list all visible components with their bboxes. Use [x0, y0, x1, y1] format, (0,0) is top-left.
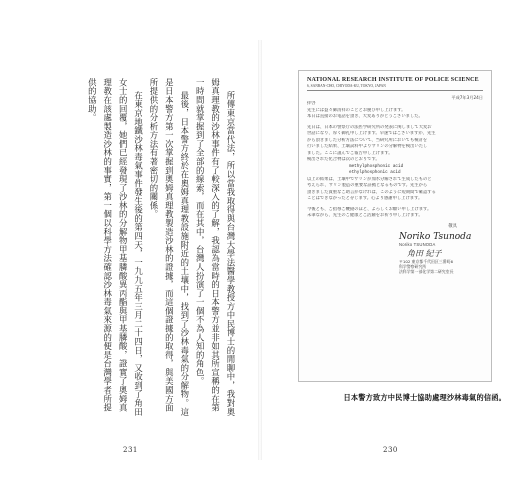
letterhead-rule — [307, 90, 483, 91]
letter-line: 今後とも、ご指導ご鞭撻のほど、よろしくお願い申し上げます。 — [307, 206, 432, 212]
sender-address-line: 科学警察研究所 — [399, 263, 427, 269]
chemical-name: ethylphosphonic acid — [349, 170, 401, 175]
letter-line: 先生には益々御清祥のこととお慶び申し上げます。 — [307, 107, 406, 113]
paragraph: 所傳東京當代法，所以當我取得與台灣大學法醫學教授方中民博士的閒聊中，我對奧姆真理教的沙林事件有了較深入的了解，我認為當時的日本警方並非如其所宣稱的在第一時間就掌握到了全部的線索，而在其中，台灣人扮演了一個不為人知的角色。 — [195, 78, 236, 416]
chemical-name: methylphosphonic acid — [349, 163, 404, 169]
vertical-body-text — [26, 78, 238, 418]
signature-name: Noriko TSUNODA — [399, 241, 436, 247]
handwritten-signature-jp: 角田 紀子 — [407, 248, 442, 258]
paragraph: 最後，日本警方終於在奧姆真理教設施附近的土壤中，找到了沙林毒氣的分解物。這是日本警方第一次掌握到奧姆真理教製造沙林的證據，而這個證據的取得，與美國方面所提供的分析方法有著密切的關係。 — [148, 78, 190, 416]
page-number-left: 231 — [123, 446, 138, 454]
letter-closing: 敬具 — [448, 223, 457, 229]
letter-line: 頂きました貴重なご助言がなければ、このように短期間で確認する — [307, 189, 436, 195]
letter-line: 世話になり、厚く御礼申し上げます。早速ではございますが、先生 — [307, 131, 436, 136]
sender-address-line: 〒102 東京都千代田区三番町6 — [399, 258, 453, 264]
letter-date: 平成7年3月24日 — [451, 95, 483, 100]
letter-line: 以上の結果は、土壌中でサリンが加水分解されて生成したものと — [307, 176, 432, 182]
page-number-right: 230 — [383, 446, 398, 454]
letter-line: 行いました結果、土壌試料中よりサリンの分解物を検出いたし — [307, 144, 428, 149]
letter-line: 考えられ、サリン製造の重要な証拠となるものです。先生から — [307, 183, 428, 188]
figure-caption: 日本警方致方中民博士協助處理沙林毒氣的信函。 — [343, 393, 506, 402]
sender-address-line: 法科学第一部化学第二研究室長 — [399, 269, 454, 275]
letter-line: ました。ここに謹んでご報告申し上げます。 — [307, 150, 393, 156]
letter-line: ことはできなかったと存じます。心より感謝申し上げます。 — [307, 196, 423, 201]
letter-image — [298, 70, 492, 382]
letter-salutation: 拝啓 — [307, 101, 316, 106]
letter-line: 本日は直接のお電話を頂き、大変ありがとうございました。 — [307, 114, 423, 119]
letterhead-org: NATIONAL RESEARCH INSTITUTE OF POLICE SCIENCE — [307, 77, 479, 83]
letter-line: 検出された化合物は次のとおりです。 — [307, 157, 380, 162]
letter-line: 末筆ながら、先生のご健康とご活躍をお祈り申し上げます。 — [307, 213, 423, 218]
letterhead-address: 6, SANBAN-CHO, CHIYODA-KU, TOKYO, JAPAN — [307, 84, 386, 88]
letter-line: から頂きました分析方法について、当研究所においても検討を — [307, 137, 428, 143]
letter-line: 先日は、日本の警察庁の法医学研究所の発表に関しまして大変お — [307, 124, 432, 130]
paragraph: 在東京地鐵沙林毒氣事件發生後的第四天，一九九五年三月二十四日，又收到了角田女士的回覆，她們已經發現了沙林的分解物甲基膦酸異丙酯與甲基膦酸，證實了奧姆真理教在該處製造沙林的事實，第一個以科學方法確認沙林毒氣來源的便是台灣學者所提供的協助。 — [87, 78, 144, 416]
right-page — [260, 0, 520, 500]
handwritten-signature: Noriko Tsunoda — [399, 231, 472, 242]
